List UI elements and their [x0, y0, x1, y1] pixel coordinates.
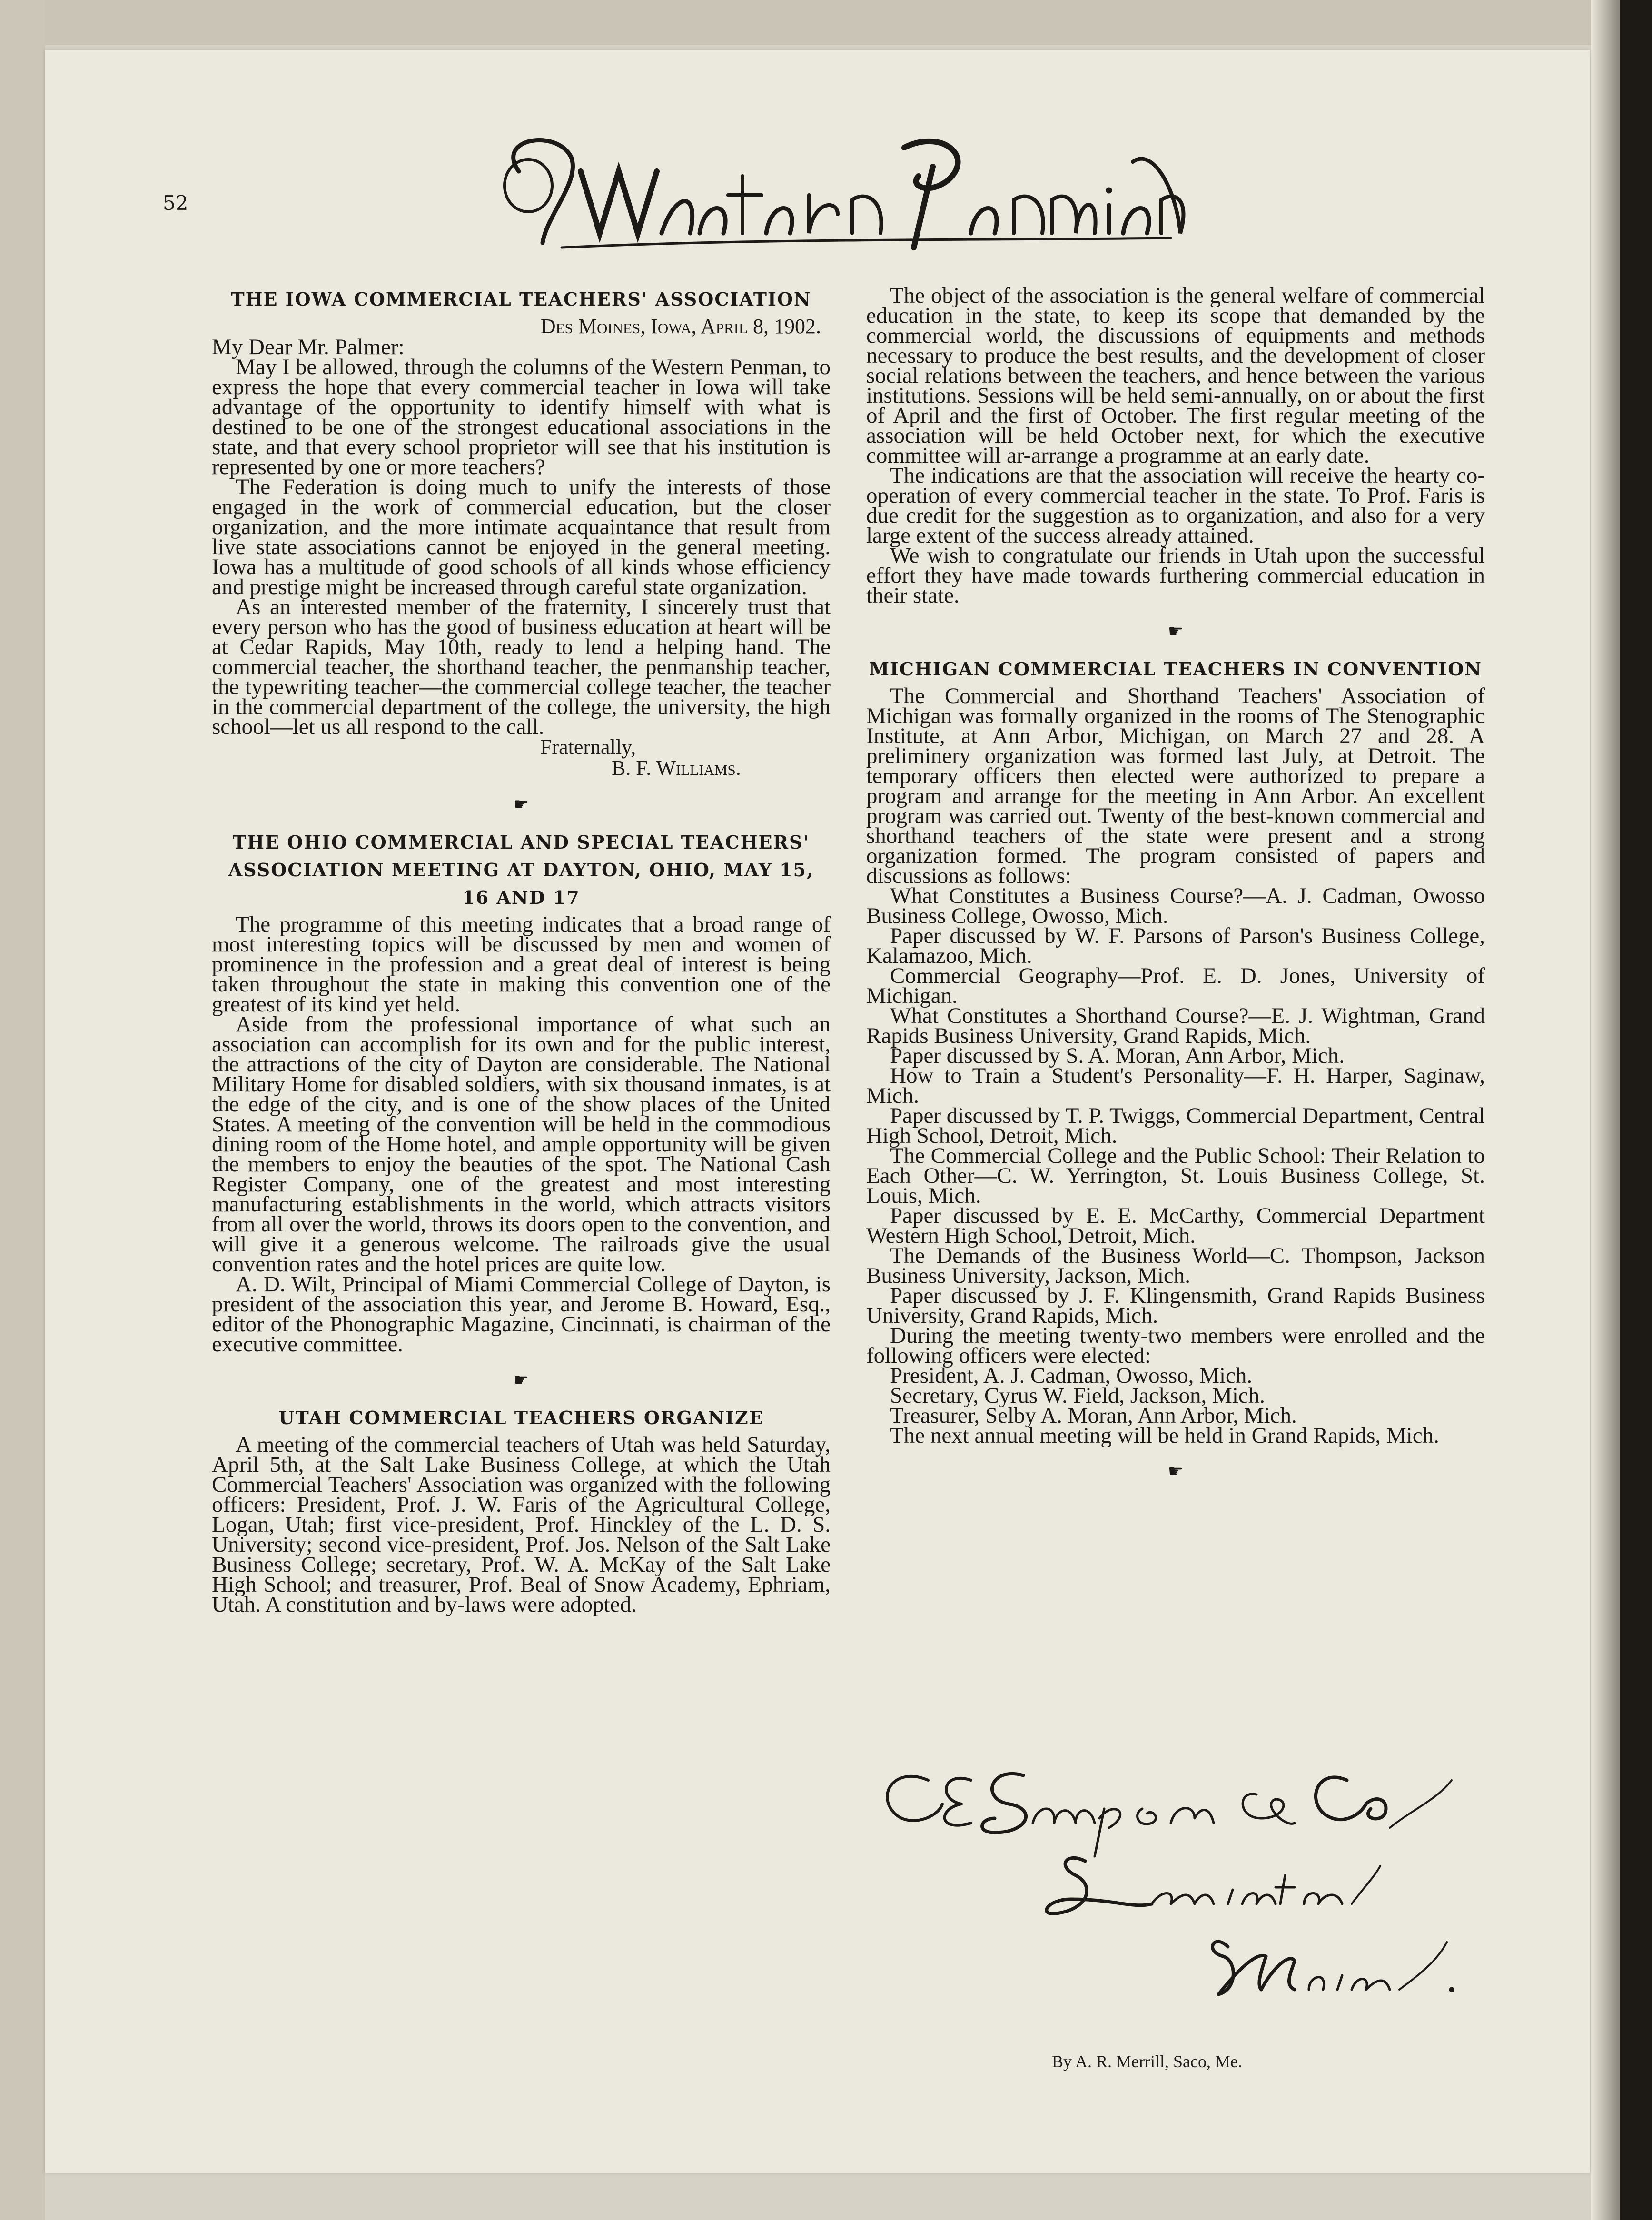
paragraph: Aside from the professional importance of what such an association can accomplish for its own and for the public interest, the attractions of the city of Dayton are considerable. The National Military Home for disabled soldiers, with six thousand inmates, is at the edge of the city, and is one of the show places of the United States. A meeting of the convention will be held in the commodious dining room of the Home hotel, and ample opportunity will be given the members to enjoy the beauties of the spot. The National Cash Register Company, one of the greatest and most interesting manufacturing establishments in the world, which attracts visitors from all over the world, throws its doors open to the convention, and will give it a generous welcome. The railroads give the usual convention rates and the hotel prices are quite low.: [212, 1012, 831, 1277]
left-column: [212, 286, 831, 1615]
article-utah-continued: [866, 283, 1485, 608]
page-number: 52: [163, 191, 188, 215]
paragraph: We wish to congratulate our friends in Utah upon the successful effort they have made towards furthering commercial education in their state.: [866, 543, 1485, 608]
paragraph: May I be allowed, through the columns of the Western Penman, to express the hope that every commercial teacher in Iowa will take advantage of the opportunity to identify himself with what is destined to be one of the strongest educational associations in the state, and that every school proprietor will see that his institution is represented by one or more teachers?: [212, 355, 831, 479]
paragraph: Paper discussed by S. A. Moran, Ann Arbor, Mich.: [890, 1043, 1345, 1068]
article-heading: THE IOWA COMMERCIAL TEACHERS' ASSOCIATION: [231, 288, 811, 310]
paragraph: President, A. J. Cadman, Owosso, Mich.: [890, 1363, 1253, 1388]
book-spine: [1620, 0, 1652, 2220]
paragraph: Treasurer, Selby A. Moran, Ann Arbor, Mich.: [890, 1403, 1297, 1428]
masthead-logo: [476, 119, 1190, 271]
page-gutter: [1591, 0, 1620, 2220]
paragraph: A. D. Wilt, Principal of Miami Commercial College of Dayton, is president of the association this year, and Jerome B. Howard, Esq., editor of the Phonographic Magazine, Cincinnati, is chairman of the executive committee.: [212, 1272, 831, 1357]
paragraph: The programme of this meeting indicates that a broad range of most interesting topics will be discussed by men and women of prominence in the profession and a great deal of interest is being taken throughout the state in making this convention one of the greatest of its kind yet held.: [212, 912, 831, 1017]
paragraph: Paper discussed by T. P. Twiggs, Commercial Department, Central High School, Detroit, Mich.: [866, 1103, 1485, 1148]
paragraph: Secretary, Cyrus W. Field, Jackson, Mich.: [890, 1383, 1266, 1408]
paragraph: The indications are that the association will receive the hearty co-operation of every commercial teacher in the state. To Prof. Faris is due credit for the suggestion as to organization, and also for a very large extent of the success already attained.: [866, 463, 1485, 548]
hand-pointer-ornament-icon: ☛: [513, 795, 529, 814]
paragraph: Paper discussed by E. E. McCarthy, Commercial Department Western High School, Detroit, Mich.: [866, 1203, 1485, 1248]
specimen-credit: By A. R. Merrill, Saco, Me.: [1052, 2052, 1242, 2071]
paragraph: How to Train a Student's Personality—F. H. Harper, Saginaw, Mich.: [866, 1063, 1485, 1108]
signature: B. F. Williams.: [612, 756, 741, 780]
paragraph: The Commercial College and the Public School: Their Relation to Each Other—C. W. Yerrington, St. Louis Business College, St. Louis, Mich.: [866, 1143, 1485, 1208]
dateline: Des Moines, Iowa, April 8, 1902.: [540, 315, 821, 338]
closing: Fraternally,: [540, 735, 636, 759]
hand-pointer-ornament-icon: ☛: [513, 1370, 529, 1390]
paragraph: What Constitutes a Shorthand Course?—E. J. Wightman, Grand Rapids Business University, Grand Rapids, Mich.: [866, 1003, 1485, 1048]
right-column: [866, 283, 1485, 1496]
hand-pointer-ornament-icon: ☛: [1167, 622, 1184, 641]
paragraph: The Commercial and Shorthand Teachers' Association of Michigan was formally organized in the rooms of The Stenographic Institute, at Ann Arbor, Michigan, on March 27 and 28. A preliminery organization was formed last July, at Detroit. The temporary officers then elected were authorized to prepare a program and arrange for the meeting in Ann Arbor. An excellent program was carried out. Twenty of the best-known commercial and shorthand teachers of the state were present and a strong organization formed. The program consisted of papers and discussions as follows:: [866, 684, 1485, 888]
paragraph: The object of the association is the general welfare of commercial education in the state, to keep its scope that demanded by the commercial world, the discussions of equipments and methods necessary to produce the best results, and the development of closer social relations between the teachers, and hence between the various institutions. Sessions will be held semi-annually, on or about the first of April and the first of October. The first regular meeting of the association will be held October next, for which the executive committee will ar-arrange a programme at an early date.: [866, 283, 1485, 468]
paragraph: The Demands of the Business World—C. Thompson, Jackson Business University, Jackson, Mich.: [866, 1243, 1485, 1288]
paragraph: The next annual meeting will be held in Grand Rapids, Mich.: [890, 1423, 1439, 1448]
article-heading: THE OHIO COMMERCIAL AND SPECIAL TEACHERS' ASSOCIATION MEETING AT DAYTON, OHIO, MAY 15, 16 AND 17: [228, 832, 814, 908]
scan-background-top: [0, 0, 1652, 45]
article-iowa: [212, 286, 831, 779]
article-utah: [212, 1404, 831, 1615]
article-michigan: [866, 655, 1485, 1446]
paragraph: What Constitutes a Business Course?—A. J. Cadman, Owosso Business College, Owosso, Mich.: [866, 883, 1485, 928]
paragraph: A meeting of the commercial teachers of Utah was held Saturday, April 5th, at the Salt Lake Business College, at which the Utah Commercial Teachers' Association was organized with the following officers: President, Prof. J. W. Faris of the Agricultural College, Logan, Utah; first vice-president, Prof. Hinckley of the L. D. S. University; second vice-president, Prof. Jos. Nelson of the Salt Lake Business College; secretary, Prof. W. A. McKay of the Salt Lake High School; and treasurer, Prof. Beal of Snow Academy, Ephriam, Utah. A constitution and by-laws were adopted.: [212, 1432, 831, 1617]
hand-pointer-ornament-icon: ☛: [1167, 1462, 1184, 1481]
article-ohio: [212, 829, 831, 1357]
paragraph: As an interested member of the fraternity, I sincerely trust that every person who has the good of business education at heart will be at Cedar Rapids, May 10th, ready to lend a helping hand. The commercial teacher, the shorthand teacher, the penmanship teacher, the typewriting teacher—the commercial college teacher, the teacher in the commercial department of the college, the university, the high school—let us all respond to the call.: [212, 595, 831, 739]
salutation: My Dear Mr. Palmer:: [212, 335, 405, 359]
article-heading: MICHIGAN COMMERCIAL TEACHERS IN CONVENTION: [869, 658, 1483, 680]
scan-background-left: [0, 0, 45, 2220]
paragraph: Paper discussed by W. F. Parsons of Parson's Business College, Kalamazoo, Mich.: [866, 923, 1485, 968]
paragraph: Paper discussed by J. F. Klingensmith, Grand Rapids Business University, Grand Rapids, Mich.: [866, 1283, 1485, 1328]
article-heading: UTAH COMMERCIAL TEACHERS ORGANIZE: [278, 1407, 764, 1428]
paragraph: Commercial Geography—Prof. E. D. Jones, University of Michigan.: [866, 963, 1485, 1008]
penmanship-specimen: [866, 1752, 1485, 2047]
paragraph: During the meeting twenty-two members were enrolled and the following officers were elected:: [866, 1323, 1485, 1368]
paragraph: The Federation is doing much to unify the interests of those engaged in the work of commercial education, but the closer organization, and the more intimate acquaintance that result from live state associations cannot be enjoyed in the general meeting. Iowa has a multitude of good schools of all kinds whose efficiency and prestige might be increased through careful state organization.: [212, 475, 831, 599]
